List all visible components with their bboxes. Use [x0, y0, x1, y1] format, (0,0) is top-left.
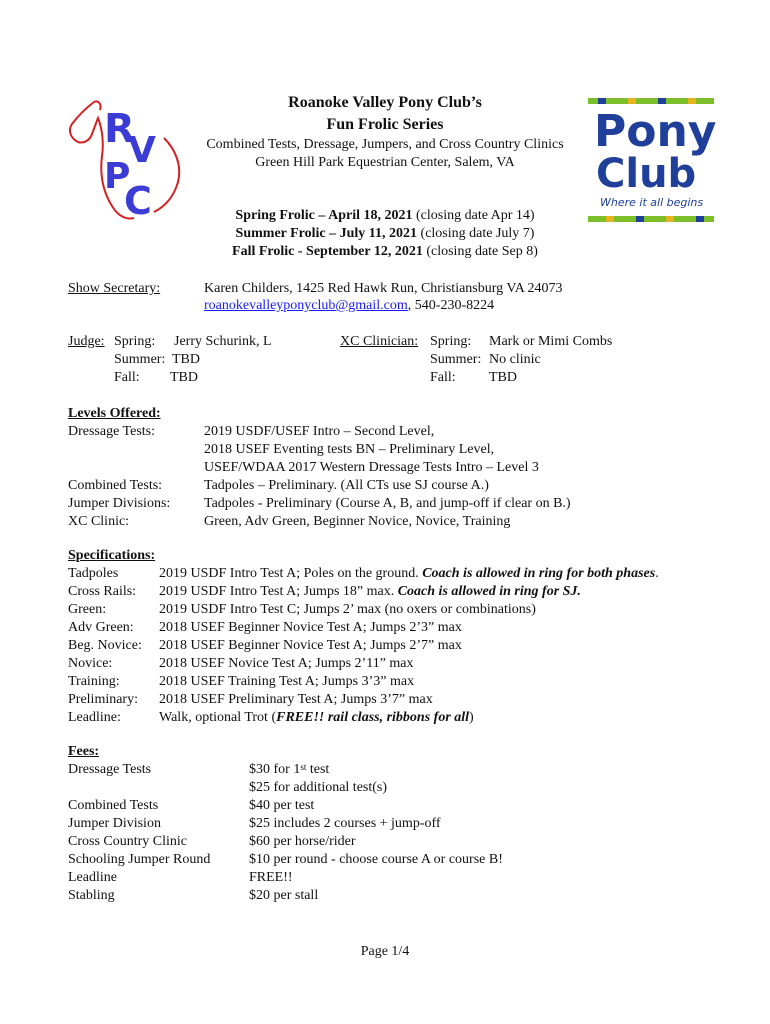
- specs-heading: Specifications:: [68, 548, 156, 563]
- levels-row-value: Green, Adv Green, Beginner Novice, Novice, Training: [204, 514, 511, 529]
- levels-row-value: 2019 USDF/USEF Intro – Second Level,: [204, 424, 435, 439]
- fee-row-label: Stabling: [68, 888, 115, 903]
- clinician-spring: Mark or Mimi Combs: [489, 334, 613, 349]
- spec-row-value: Walk, optional Trot (FREE!! rail class, ribbons for all): [159, 710, 474, 725]
- judge-summer-label: Summer:: [114, 352, 166, 367]
- levels-row-value: 2018 USEF Eventing tests BN – Preliminary Level,: [204, 442, 495, 457]
- fee-row-value: $30 for 1st test: [249, 762, 330, 777]
- subtitle-line-2: Green Hill Park Equestrian Center, Salem, VA: [255, 155, 515, 170]
- svg-text:C: C: [124, 179, 152, 223]
- clinician-summer: No clinic: [489, 352, 541, 367]
- judge-spring: Jerry Schurink, L: [174, 334, 272, 349]
- levels-row-label: Jumper Divisions:: [68, 496, 171, 511]
- fee-row-label: Schooling Jumper Round: [68, 852, 211, 867]
- clinician-fall-label: Fall:: [430, 370, 456, 385]
- date-fall: Fall Frolic - September 12, 2021 (closing date Sep 8): [232, 244, 538, 259]
- judge-spring-label: Spring:: [114, 334, 156, 349]
- clinician-label: XC Clinician:: [340, 334, 419, 349]
- secretary-address: Karen Childers, 1425 Red Hawk Run, Christiansburg VA 24073: [204, 281, 563, 296]
- spec-row-value: 2018 USEF Novice Test A; Jumps 2’11” max: [159, 656, 414, 671]
- fee-row-label: Combined Tests: [68, 798, 159, 813]
- levels-row-label: Combined Tests:: [68, 478, 163, 493]
- pony-club-tagline: Where it all begins: [600, 196, 704, 209]
- fee-row-value: $10 per round - choose course A or course B!: [249, 852, 503, 867]
- fee-row-value: $25 for additional test(s): [249, 780, 388, 795]
- levels-row-label: Dressage Tests:: [68, 424, 156, 439]
- rvpc-logo: [64, 98, 194, 223]
- spec-row-label: Green:: [68, 602, 107, 617]
- spec-row-label: Novice:: [68, 656, 113, 671]
- spec-row-value: 2018 USEF Beginner Novice Test A; Jumps 2’3” max: [159, 620, 462, 635]
- fee-row-label: Leadline: [68, 870, 117, 885]
- levels-row-value: Tadpoles – Preliminary. (All CTs use SJ course A.): [204, 478, 489, 493]
- fee-row-label: Cross Country Clinic: [68, 834, 188, 849]
- fee-row-value: $20 per stall: [249, 888, 319, 903]
- fee-row-label: Jumper Division: [68, 816, 161, 831]
- clinician-spring-label: Spring:: [430, 334, 472, 349]
- fee-row-value: $60 per horse/rider: [249, 834, 356, 849]
- svg-text:V: V: [128, 130, 156, 171]
- spec-row-label: Cross Rails:: [68, 584, 137, 599]
- secretary-label: Show Secretary:: [68, 281, 161, 296]
- judge-fall-label: Fall:: [114, 370, 140, 385]
- page-number: Page 1/4: [360, 944, 410, 959]
- levels-row-value: USEF/WDAA 2017 Western Dressage Tests Intro – Level 3: [204, 460, 539, 475]
- date-summer: Summer Frolic – July 11, 2021 (closing date July 7): [235, 226, 535, 241]
- secretary-contact: roanokevalleyponyclub@gmail.com, 540-230-8224: [204, 298, 495, 313]
- fee-row-value: FREE!!: [249, 870, 293, 885]
- judge-label: Judge:: [68, 334, 105, 349]
- judge-summer: TBD: [172, 352, 200, 367]
- levels-row-value: Tadpoles - Preliminary (Course A, B, and jump-off if clear on B.): [204, 496, 571, 511]
- title-line-2: Fun Frolic Series: [326, 116, 444, 133]
- spec-row-value: 2019 USDF Intro Test C; Jumps 2’ max (no oxers or combinations): [159, 602, 536, 617]
- fee-row-label: Dressage Tests: [68, 762, 152, 777]
- clinician-fall: TBD: [489, 370, 517, 385]
- secretary-email-link[interactable]: roanokevalleyponyclub@gmail.com: [204, 298, 408, 313]
- fees-heading: Fees:: [68, 744, 100, 759]
- rvpc-horse-icon: [64, 98, 194, 223]
- spec-row-value: 2019 USDF Intro Test A; Poles on the ground. Coach is allowed in ring for both phases.: [159, 566, 659, 581]
- judge-fall: TBD: [170, 370, 198, 385]
- spec-row-value: 2018 USEF Beginner Novice Test A; Jumps 2’7” max: [159, 638, 462, 653]
- title-line-1: Roanoke Valley Pony Club’s: [288, 94, 482, 111]
- date-spring: Spring Frolic – April 18, 2021 (closing date Apr 14): [235, 208, 535, 223]
- pony-word: Pony: [594, 106, 717, 157]
- fee-row-value: $40 per test: [249, 798, 315, 813]
- levels-heading: Levels Offered:: [68, 406, 161, 421]
- spec-row-label: Adv Green:: [68, 620, 134, 635]
- spec-row-label: Training:: [68, 674, 120, 689]
- levels-row-label: XC Clinic:: [68, 514, 130, 529]
- spec-row-label: Preliminary:: [68, 692, 138, 707]
- club-word: Club: [596, 151, 697, 197]
- fee-row-value: $25 includes 2 courses + jump-off: [249, 816, 441, 831]
- clinician-summer-label: Summer:: [430, 352, 482, 367]
- svg-text:R: R: [104, 106, 135, 152]
- spec-row-value: 2019 USDF Intro Test A; Jumps 18” max. Coach is allowed in ring for SJ.: [159, 584, 581, 599]
- svg-text:P: P: [104, 156, 131, 197]
- spec-row-label: Beg. Novice:: [68, 638, 142, 653]
- pony-club-logo: [588, 98, 717, 222]
- spec-row-value: 2018 USEF Training Test A; Jumps 3’3” max: [159, 674, 415, 689]
- spec-row-label: Tadpoles: [68, 566, 119, 581]
- spec-row-value: 2018 USEF Preliminary Test A; Jumps 3’7” max: [159, 692, 433, 707]
- spec-row-label: Leadline:: [68, 710, 121, 725]
- subtitle-line-1: Combined Tests, Dressage, Jumpers, and Cross Country Clinics: [206, 137, 564, 152]
